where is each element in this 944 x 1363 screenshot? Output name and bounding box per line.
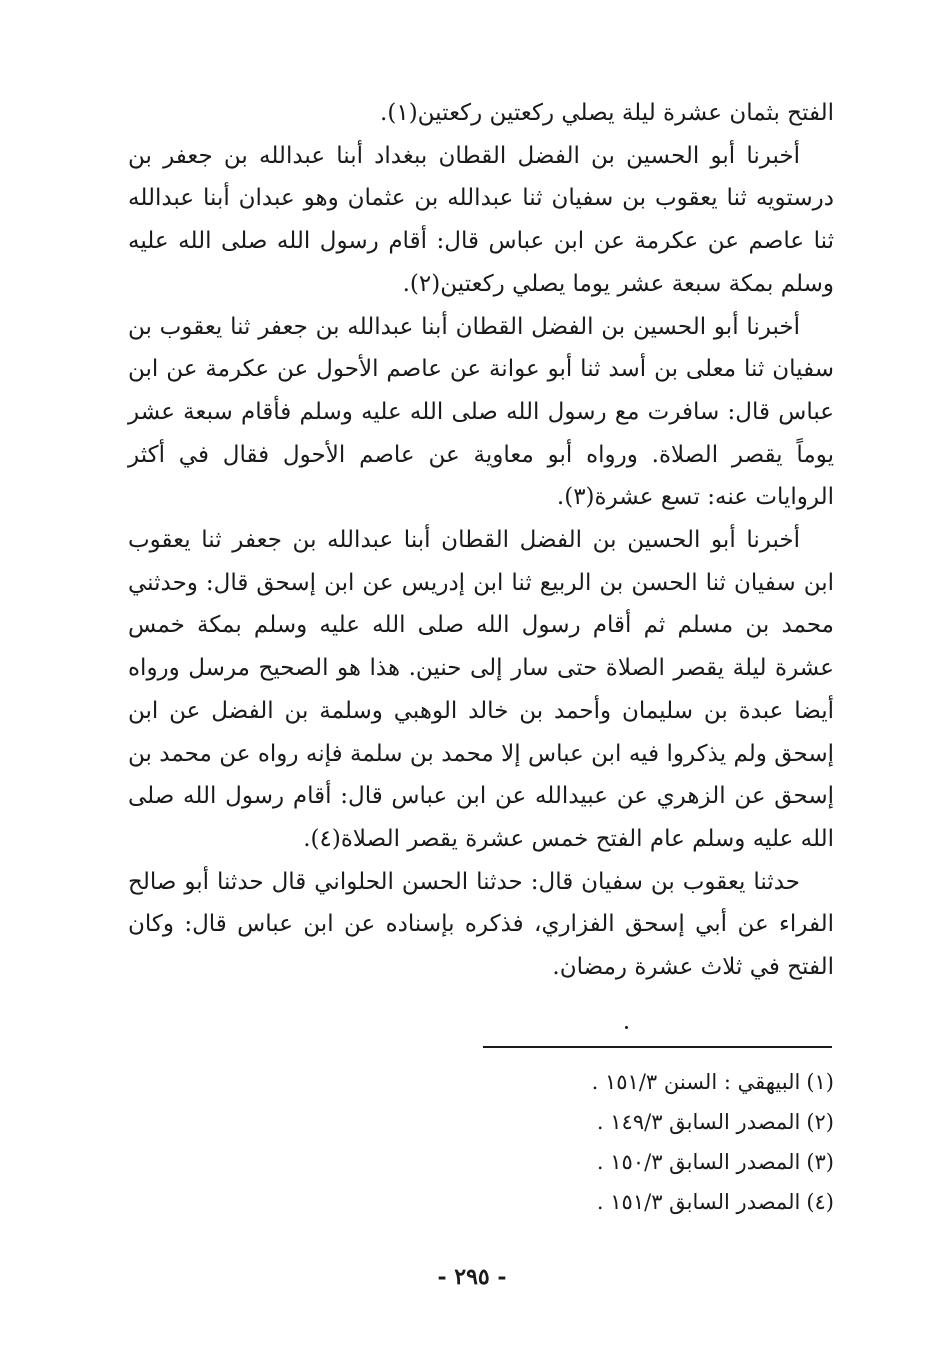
footnote-text: البيهقي : السنن ١٥١/٣ . xyxy=(591,1070,801,1094)
stray-dot xyxy=(625,1026,628,1029)
footnote-3 xyxy=(500,1142,834,1182)
paragraph-hadith-4: حدثنا يعقوب بن سفيان قال: حدثنا الحسن الحلواني قال حدثنا أبو صالح الفراء عن أبي إسحق الفزاري، فذكره بإسناده عن ابن عباس قال: وكان الفتح في ثلاث عشرة رمضان. xyxy=(128,868,834,981)
paragraph-hadith-3: أخبرنا أبو الحسين بن الفضل القطان أبنا عبدالله بن جعفر ثنا يعقوب ابن سفيان ثنا الحسن بن الربيع ثنا ابن إدريس عن ابن إسحق قال: وحدثني محمد بن مسلم ثم أقام رسول الله صلى الله عليه وسلم بمكة خمس عشرة ليلة يقصر الصلاة حتى سار إلى حنين. هذا هو الصحيح مرسل ورواه أيضا عبدة بن سليمان وأحمد بن خالد الوهبي وسلمة بن الفضل عن ابن إسحق ولم يذكروا فيه ابن عباس إلا محمد بن سلمة فإنه رواه عن محمد بن إسحق عن الزهري عن عبيدالله عن ابن عباس قال: أقام رسول الله صلى الله عليه وسلم عام الفتح خمس عشرة يقصر الصلاة(٤). xyxy=(128,527,834,852)
footnote-text: المصدر السابق ١٤٩/٣ . xyxy=(596,1110,801,1134)
footnote-marker: (٣) xyxy=(806,1150,834,1174)
page-number: - ٢٩٥ - xyxy=(437,1264,507,1290)
footnote-marker: (٢) xyxy=(806,1110,834,1134)
footnote-marker: (١) xyxy=(806,1070,834,1094)
footnotes xyxy=(500,1062,834,1222)
footnote-separator xyxy=(483,1046,832,1048)
paragraph-hadith-1: أخبرنا أبو الحسين بن الفضل القطان ببغداد أبنا عبدالله بن جعفر بن درستويه ثنا يعقوب بن سفيان ثنا عبدالله بن عثمان وهو عبدان أبنا عبدالله ثنا عاصم عن عكرمة عن ابن عباس قال: أقام رسول الله صلى الله عليه وسلم بمكة سبعة عشر يوما يصلي ركعتين(٢). xyxy=(128,142,834,297)
paragraph-hadith-2: أخبرنا أبو الحسين بن الفضل القطان أبنا عبدالله بن جعفر ثنا يعقوب بن سفيان ثنا معلى بن أسد ثنا أبو عوانة عن عاصم الأحول عن عكرمة عن ابن عباس قال: سافرت مع رسول الله صلى الله عليه وسلم فأقام سبعة عشر يوماً يقصر الصلاة. ورواه أبو معاوية عن عاصم الأحول فقال في أكثر الروايات عنه: تسع عشرة(٣). xyxy=(128,313,834,511)
footnote-4 xyxy=(500,1182,834,1222)
paragraph-continuation: الفتح بثمان عشرة ليلة يصلي ركعتين ركعتين(١). xyxy=(380,100,834,126)
footnote-text: المصدر السابق ١٥٠/٣ . xyxy=(596,1150,801,1174)
main-text xyxy=(128,92,834,989)
footnote-1 xyxy=(500,1062,834,1102)
footnote-2 xyxy=(500,1102,834,1142)
footnote-text: المصدر السابق ١٥١/٣ . xyxy=(596,1190,801,1214)
footnote-marker: (٤) xyxy=(806,1190,834,1214)
